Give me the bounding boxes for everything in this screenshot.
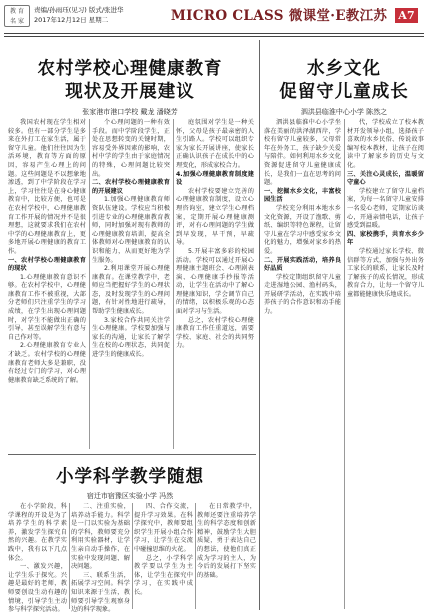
column-divider <box>173 119 174 449</box>
article1-title <box>10 58 250 104</box>
article3-byline: 宿迁市宿豫区实验小学 冯然 <box>86 492 174 500</box>
paragraph: 总之，小学科学教学要以学生为主体，让学生在探究中学习，在实践中成长。 <box>134 554 193 596</box>
newspaper-logo: 教 育 名 家 <box>4 5 30 27</box>
masthead-info <box>34 5 124 25</box>
paragraph: 个心理问题的一种有效手段。而中学阶段学生，正处在思想转变的关键时期，容易受外界因素的影响，农村中学的学生由于家庭情况的特殊，心理问题比较突出。 <box>92 119 170 178</box>
column-divider <box>132 503 133 609</box>
section-heading: 二、开展实践活动，培养良好品质 <box>264 256 341 273</box>
paragraph: 我国农村现在学生相对较多。但有一部分学生是多来在外打工在家生活，属于留守儿童。他们往往因为生活环境，教育等方面的原因，容易产生心理上的问题。这些问题是不以想象地渗透，到了中学阶段在学习上，学习往往是在身心健康教育中，比较方便，也可是在农村学校中，心理健康教育工作开展的情况并不是很理想，这就要求我们在农村中学的心理健康教育上，更多地开展心理健康的教育工作。 <box>8 119 86 255</box>
section-heading: 4.加强心理健康教育制度建设 <box>176 170 254 187</box>
page-number-badge: A7 <box>395 8 418 23</box>
paragraph: 学校定期组织留守儿童走进湿地公园、渔村码头，开展研学活动，在实践中培养孩子的合作意识和动手能力。 <box>264 273 341 316</box>
paragraph: 三、联系生活，拓展学习空间。科学知识来源于生活，教师要引导学生观察身边的科学现象。 <box>71 571 130 614</box>
article2-column-1 <box>264 119 341 609</box>
paragraph: 四、合作交流，提升学习效果。在科学探究中，教师要组织学生开展小组合作学习，让学生在交流中碰撞思维的火花。 <box>134 503 193 553</box>
article2-column-2 <box>347 119 424 609</box>
paragraph: 一、激发兴趣，让学生乐于探究。兴趣是最好的老师，教师要创设生动有趣的情境，引导学生主动参与科学探究活动。 <box>8 563 67 614</box>
section-en: MICRO CLASS <box>170 8 284 24</box>
article3-column-1 <box>8 503 67 614</box>
paragraph: 总之，农村学校心理健康教育工作任重道远，需要学校、家庭、社会的共同努力。 <box>176 316 254 350</box>
date-line: 2017年12月12日 星期二 <box>34 16 109 24</box>
column-divider <box>89 119 90 449</box>
article3-column-4 <box>197 503 256 609</box>
paragraph: 1.加强心理健康教育师资队伍建设。学校应当积极引进专业的心理健康教育教师，同时加强对现有教师的心理健康教育培训，提高全体教师对心理健康教育的认识和能力，从而更好地为学生服务。 <box>92 196 170 264</box>
article1-title-line1: 农村学校心理健康教育 <box>37 59 223 79</box>
section-cn: 微课堂·E教江苏 <box>288 8 388 24</box>
section-heading: 三、关注心灵成长，温暖留守童心 <box>347 170 424 187</box>
column-divider <box>344 119 345 609</box>
paragraph: 在小学阶段，科学课程的开设是为了培养学生的科学素养，激发学生探究自然的兴趣。在教学实践中，我有以下几点体会。 <box>8 503 67 562</box>
article3-separator <box>8 454 256 455</box>
paragraph: 庭氛围对学生是一种关怀，父母是孩子最亲密的人生引路人。学校可以组织专家为家长开展讲座，使家长正确认识孩子在成长中的心理变化，形成家校合力。 <box>176 119 254 169</box>
article2-byline: 泗洪县临淮中心小学 陈然之 <box>300 108 388 116</box>
editor-line: 责编/孙雨珏(见习) 版式/张进华 <box>34 6 124 14</box>
column-divider <box>69 503 70 609</box>
paragraph: 学校建立了留守儿童档案，为每一名留守儿童安排一名爱心老师，定期家访谈心，开通亲情电话，让孩子感受到温暖。 <box>347 187 424 230</box>
article3-column-2 <box>71 503 130 614</box>
article1-column-1 <box>8 119 86 449</box>
paragraph: 3.家校合作共同关注学生心理健康。学校要加强与家长的沟通，让家长了解学生在校的心理状态，共同促进学生的健康成长。 <box>92 316 170 359</box>
article-separator <box>259 40 260 610</box>
paragraph: 农村学校要建立完善的心理健康教育制度，设立心理咨询室，建立学生心理档案，定期开展心理健康测评，对有心理问题的学生做到早发现，早干预，早疏导。 <box>176 187 254 247</box>
header-rule-top <box>4 33 424 34</box>
paragraph: 学校通过家长学校、微信群等方式，加强与外出务工家长的联系，让家长及时了解孩子的成长情况，形成教育合力，让每一个留守儿童都能健康快乐地成长。 <box>347 247 424 298</box>
paragraph: 在日常教学中，教师还要注重培养学生的科学态度和创新精神，鼓励学生大胆质疑，勇于表达自己的想法，使他们真正成为学习的主人，为今后的发展打下坚实的基础。 <box>197 503 256 579</box>
section-heading: 四、家校携手，共育水乡少年 <box>347 230 424 247</box>
paragraph: 泗洪县临淮中心小学坐落在美丽的洪泽湖西岸，学校有留守儿童较多，父母常年在外务工，孩子缺少关爱与陪伴。如何利用水乡文化资源促进留守儿童健康成长，是我们一直在思考的问题。 <box>264 119 341 187</box>
paragraph: 学校充分利用本地水乡文化资源，开设了渔歌、剪纸、编织等特色课程，让留守儿童在学习中感受家乡文化的魅力，增强对家乡的热爱。 <box>264 204 341 255</box>
section-heading: 二、农村学校心理健康教育的开展建议 <box>92 179 170 195</box>
header-rule-bottom <box>4 36 424 37</box>
section-heading: 一、挖掘水乡文化，丰富校园生活 <box>264 187 341 204</box>
paragraph: 2.利用课堂开展心理健康教育。在课堂教学中，老师应当把握好学生的心理状态，及时发现学生的心理问题，有针对性地进行疏导，帮助学生健康成长。 <box>92 265 170 316</box>
article2-title <box>263 58 425 104</box>
article2-title-line1: 水乡文化 <box>307 59 381 79</box>
column-divider <box>195 503 196 609</box>
section-title <box>171 4 418 24</box>
article1-column-2 <box>92 119 170 449</box>
article2-title-line2: 促留守儿童成长 <box>279 82 409 102</box>
article1-column-3 <box>176 119 254 449</box>
paragraph: 5.开展丰富多彩的校园活动。学校可以通过开展心理健康主题班会、心理剧表演、心理健康手抄报等活动，让学生在活动中了解心理健康知识，学会调节自己的情绪，以积极乐观的心态面对学习与生活。 <box>176 247 254 316</box>
section-heading: 一、农村学校心理健康教育的现状 <box>8 256 86 273</box>
article3-title: 小学科学教学随想 <box>56 467 204 487</box>
paragraph: 2.心理健康教育专业人才缺乏。农村学校的心理健康教育老师大多是兼职，没有经过专门的学习，对心理健康教育缺乏系统的了解。 <box>8 342 86 384</box>
paragraph: 代，学校成立了校本教材开发领导小组，选择孩子喜欢的水乡民俗、传说故事编写校本教材，让孩子在阅读中了解家乡的历史与文化。 <box>347 119 424 169</box>
paragraph: 1.心理健康教育意识不够。在农村学校中，心理健康教育工作不被重视，大部分老师们只注重学生的学习成绩，在学生出现心理问题时，对学生不能做出正确的引导，甚至误解学生有意与自己作对等。 <box>8 273 86 341</box>
article1-title-line2: 现状及开展建议 <box>65 82 195 102</box>
article3-column-3 <box>134 503 193 609</box>
paragraph: 二、注重实验，培养动手能力。科学是一门以实验为基础的学科，教师要充分利用实验器材，让学生亲自动手操作，在实验中发现问题、解决问题。 <box>71 503 130 571</box>
article1-byline: 张家港市港口学校 戴龙 潘晓芳 <box>82 108 178 116</box>
